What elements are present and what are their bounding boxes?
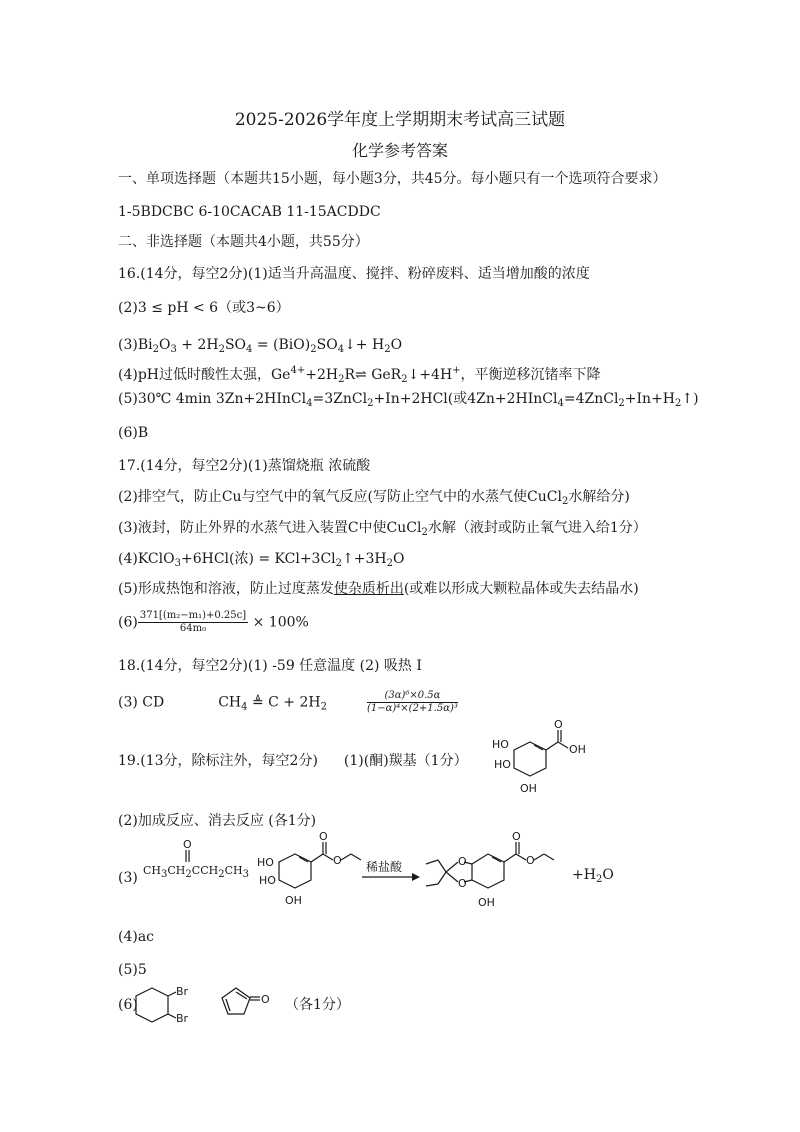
q17-line5: (5)形成热饱和溶液，防止过度蒸发使杂质析出(或难以形成大颗粒晶体或失去结晶水) <box>118 581 639 597</box>
svg-text:OH: OH <box>478 896 495 909</box>
q16-line3: $(3)Bi_2O_3 + 2H_2SO_4$ = $(BiO)_2SO_4↓+ H_2O$ <box>118 337 403 355</box>
q17-line3: (3)液封，防止外界的水蒸气进入装置C中使CuCl$_2$水解（液封或防止氧气进入给1分） <box>118 520 647 538</box>
water-product: $+H_2O$ <box>572 867 614 885</box>
svg-text:O: O <box>526 854 535 867</box>
structure-hydroxy-acid <box>490 718 590 798</box>
section1-heading: 一、单项选择题（本题共15小题，每小题3分，共45分。每小题只有一个选项符合要求） <box>118 171 667 187</box>
q16-line6: (6)B <box>118 425 149 441</box>
svg-text:HO: HO <box>257 856 274 869</box>
svg-text:O: O <box>319 830 328 843</box>
q17-line2: (2)排空气，防止Cu与空气中的氧气反应(写防止空气中的水蒸气使CuCl$_2$水解给分) <box>118 489 630 507</box>
q17-line4: (4)KClO$_3$+6HCl(浓) = $KCl+3Cl_2↑+3H_2O$ <box>118 551 405 569</box>
q16-line4: (4)pH过低时酸性太强，$Ge^{4+}+2H_2R\rightleftharpoons$ GeR$_2$↓+4H+，平衡逆移沉锗率下降 <box>118 365 601 385</box>
svg-text:OH: OH <box>285 894 302 907</box>
reaction-arrow-icon <box>362 872 422 882</box>
q19-line6-label: (6) <box>118 997 138 1013</box>
section2-heading: 二、非选择题（本题共4小题，共55分） <box>118 234 369 250</box>
ketone-carbonyl <box>180 840 200 864</box>
q17-line1: 17.(14分，每空2分)(1)蒸馏烧瓶 浓硫酸 <box>118 458 371 474</box>
q16-line1: 16.(14分，每空2分)(1)适当升高温度、搅拌、粉碎废料、适当增加酸的浓度 <box>118 266 590 282</box>
q16-line2: (2)3 ≤ pH < 6（或3~6） <box>118 300 290 316</box>
ketone-formula: $CH_3CH_2CCH_2CH_3$ <box>143 864 249 880</box>
svg-text:O: O <box>512 830 521 843</box>
q19-line5: (5)5 <box>118 962 147 978</box>
svg-text:HO: HO <box>492 738 509 751</box>
svg-text:O: O <box>458 877 467 890</box>
svg-text:OH: OH <box>520 782 537 795</box>
q19-line4: (4)ac <box>118 929 155 945</box>
svg-text:O: O <box>554 718 563 731</box>
svg-text:Br: Br <box>176 985 189 998</box>
svg-text:O: O <box>261 993 270 1006</box>
svg-text:Br: Br <box>176 1012 189 1025</box>
svg-text:OH: OH <box>569 743 586 756</box>
svg-text:HO: HO <box>259 874 276 887</box>
svg-text:HO: HO <box>494 758 511 771</box>
section1-answers: 1-5BDCBC 6-10CACAB 11-15ACDDC <box>118 204 381 220</box>
svg-text:O: O <box>183 838 192 851</box>
kp-fraction: $\frac{\text{(3α)⁶×0.5α}}{\text{(1−α)⁴×(2+1.5α)³}}$ <box>366 690 458 714</box>
q18-line2: (3) CD $CH_4$ ≜ $C + 2H_2$ $\frac{\text{(3α)⁶×0.5α}}{\text{(1−α)⁴×(2+1.5α)³}}$ <box>118 690 458 714</box>
page-subtitle: 化学参考答案 <box>351 141 448 160</box>
q19-line3-label: (3) <box>118 870 138 886</box>
svg-text:O: O <box>458 855 467 868</box>
q19-line6-note: （各1分） <box>285 997 350 1013</box>
q16-line5: (5)30℃ 4min 3Zn+2HInCl$_4$=3ZnCl$_2$+In+2HCl(或$4Zn+2HInCl_4=4ZnCl_2+In+H_2↑$) <box>118 391 699 409</box>
structure-cyclopentadienone <box>222 984 282 1024</box>
structure-dibromocyclohexane <box>134 982 194 1032</box>
structure-ketal-product <box>420 832 570 912</box>
page-title: 2025-2026学年度上学期期末考试高三试题 <box>234 110 566 130</box>
q18-line1: 18.(14分，每空2分)(1) -59 任意温度 (2) 吸热 I <box>118 658 422 674</box>
reagent-label: 稀盐酸 <box>366 860 403 874</box>
structure-ester-diol <box>255 830 365 907</box>
q19-line2: (2)加成反应、消去反应 (各1分) <box>118 813 317 829</box>
q19-line1: 19.(13分，除标注外，每空2分) (1)(酮)羰基（1分） <box>118 753 468 769</box>
yield-fraction: $\frac{\text{371[(m₂−m₁)+0.25c]}}{\text{64m₀}}$ <box>139 610 247 634</box>
svg-text:O: O <box>333 854 342 867</box>
q17-line6: (6) $\frac{\text{371[(m₂−m₁)+0.25c]}}{\text{64m₀}}$ × 100% <box>118 610 309 634</box>
